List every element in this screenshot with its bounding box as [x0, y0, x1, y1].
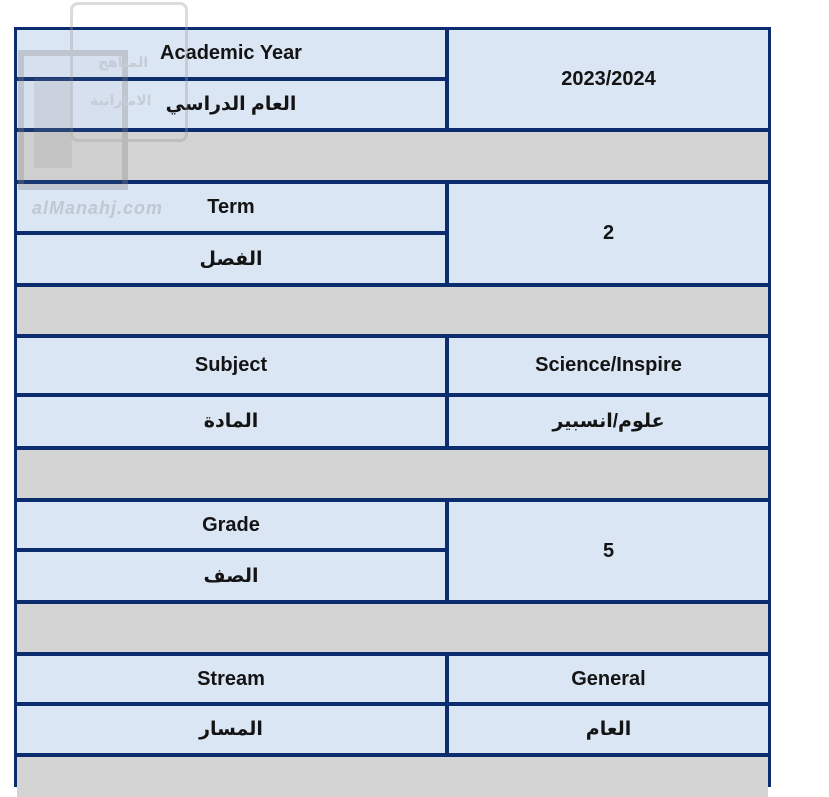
spacer-row [17, 450, 768, 498]
grade-label-ar: الصف [17, 552, 445, 600]
subject-label-en: Subject [17, 338, 445, 393]
subject-label-ar: المادة [17, 397, 445, 446]
stream-value-en: General [449, 656, 768, 702]
spacer-row [17, 604, 768, 652]
term-label-en: Term [17, 184, 445, 231]
spacer-row [17, 757, 768, 797]
spacer-row [17, 287, 768, 334]
info-table [14, 27, 771, 787]
stream-label-en: Stream [17, 656, 445, 702]
academic-year-label-en: Academic Year [17, 30, 445, 77]
watermark-site: alManahj.com [32, 198, 164, 218]
academic-year-value: 2023/2024 [449, 30, 768, 128]
academic-year-label-ar: العام الدراسي [17, 81, 445, 128]
grade-value: 5 [449, 502, 768, 600]
subject-value-ar: علوم/انسبير [449, 397, 768, 446]
stream-value-ar: العام [449, 706, 768, 753]
grade-label-en: Grade [17, 502, 445, 548]
subject-value-en: Science/Inspire [449, 338, 768, 393]
term-label-ar: الفصل [17, 235, 445, 283]
spacer-row [17, 132, 768, 180]
watermark-text-2: الاماراتية [90, 92, 152, 108]
stream-label-ar: المسار [17, 706, 445, 753]
watermark-text-1: المناهج [98, 54, 149, 70]
term-value: 2 [449, 184, 768, 283]
